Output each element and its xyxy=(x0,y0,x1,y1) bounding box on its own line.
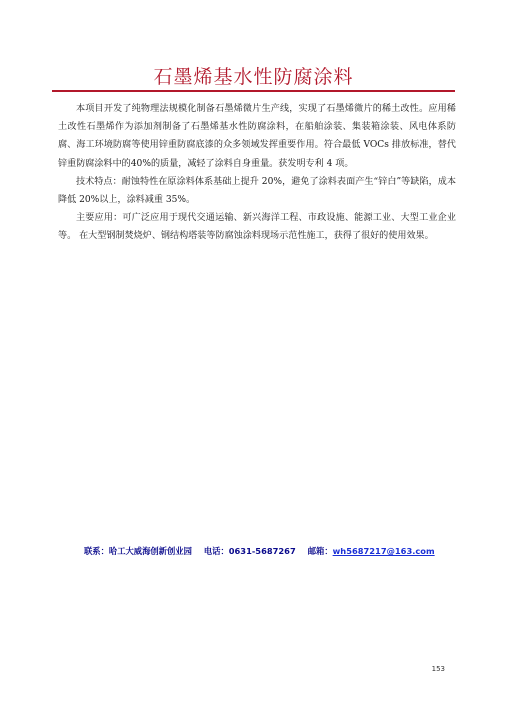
contact-email-link[interactable]: wh5687217@163.com xyxy=(332,546,435,556)
paragraph-intro: 本项目开发了纯物理法规模化制备石墨烯微片生产线，实现了石墨烯微片的稀土改性。应用稀土改性石墨烯作为添加剂制备了石墨烯基水性防腐涂料，在船舶涂装、集装箱涂装、风电体系防腐、海工环境防腐等使用锌重防腐底漆的众多领域发挥重要作用。符合最低 VOCs 排放标准，替代锌重防腐涂料中的40%的质量，减轻了涂料自身重量。获发明专利 4 项。 xyxy=(58,104,456,169)
body-text xyxy=(58,100,456,246)
title-divider xyxy=(52,90,455,92)
contact-line xyxy=(84,545,435,557)
contact-phone: 电话：0631-5687267 xyxy=(203,546,296,556)
page-title: 石墨烯基水性防腐涂料 xyxy=(153,66,354,88)
paragraph-features: 技术特点：耐蚀特性在原涂料体系基础上提升 20%，避免了涂料表面产生“锌白”等缺陷，成本降低 20%以上，涂料减重 35%。 xyxy=(58,176,456,206)
page-number: 153 xyxy=(431,665,445,673)
paragraph-applications: 主要应用：可广泛应用于现代交通运输、新兴海洋工程、市政设施、能源工业、大型工业企业等。 在大型钢制焚烧炉、钢结构塔装等防腐蚀涂料现场示范性施工，获得了很好的使用效果。 xyxy=(58,213,456,242)
contact-email-label: 邮箱： xyxy=(307,546,333,556)
contact-label: 联系：哈工大威海创新创业园 xyxy=(84,546,192,556)
